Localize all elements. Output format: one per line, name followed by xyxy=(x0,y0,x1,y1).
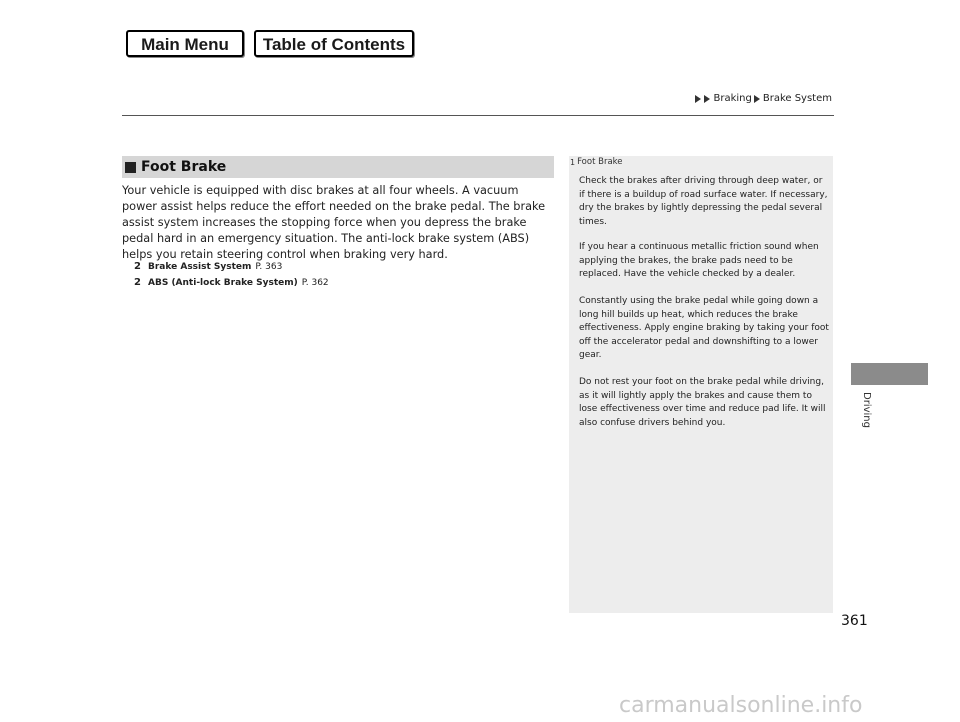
xref-page: P. 363 xyxy=(255,262,283,272)
cross-reference-link[interactable] xyxy=(134,278,329,288)
page-number: 361 xyxy=(841,613,868,629)
xref-title: Brake Assist System xyxy=(148,262,252,272)
breadcrumb-item[interactable]: Braking xyxy=(713,93,752,104)
body-paragraph: Your vehicle is equipped with disc brakes at all four wheels. A vacuum power assist helps reduce the effort needed on the brake pedal. The brake assist system increases the stopping force when you depress the brake pedal hard in an emergency situation. The anti-lock brake system (ABS) helps you retain steering control when braking very hard. xyxy=(122,184,546,261)
square-bullet-icon xyxy=(125,162,136,173)
chapter-tab-label: Driving xyxy=(861,392,872,428)
cross-reference-link[interactable] xyxy=(134,262,282,272)
section-title: Foot Brake xyxy=(141,159,227,175)
main-menu-button[interactable]: Main Menu xyxy=(126,30,244,57)
xref-title: ABS (Anti-lock Brake System) xyxy=(148,278,298,288)
reference-arrow-icon xyxy=(134,263,143,272)
xref-page: P. 362 xyxy=(301,278,329,288)
sidebar-paragraph: Check the brakes after driving through deep water, or if there is a buildup of road surface water. If necessary, dry the brakes by lightly depressing the pedal several times. xyxy=(579,176,828,227)
breadcrumb-arrow-icon xyxy=(704,95,710,103)
chapter-tab[interactable] xyxy=(851,363,928,385)
reference-arrow-icon xyxy=(134,279,143,288)
breadcrumb-item[interactable]: Brake System xyxy=(762,93,832,104)
watermark-text: carmanualsonline.info xyxy=(619,693,863,718)
note-marker: 1 xyxy=(570,157,576,167)
sidebar-paragraph: Do not rest your foot on the brake pedal while driving, as it will lightly apply the brakes and cause them to lose effectiveness over time and reduce pad life. It will also confuse drivers behind you. xyxy=(579,377,826,428)
sidebar-paragraph: If you hear a continuous metallic friction sound when applying the brakes, the brake pads need to be replaced. Have the vehicle checked by a dealer. xyxy=(579,242,819,280)
breadcrumb-arrow-icon xyxy=(754,95,760,103)
breadcrumb-arrow-icon xyxy=(695,95,701,103)
section-header xyxy=(122,156,554,178)
sidebar-heading xyxy=(570,157,623,167)
table-of-contents-button[interactable]: Table of Contents xyxy=(254,30,414,57)
breadcrumb xyxy=(695,93,832,104)
sidebar-paragraph: Constantly using the brake pedal while going down a long hill builds up heat, which reduces the brake effectiveness. Apply engine braking by taking your foot off the accelerator pedal and downshifting to a lower gear. xyxy=(579,296,829,361)
sidebar-heading-text: Foot Brake xyxy=(577,157,623,167)
header-divider xyxy=(122,115,834,116)
